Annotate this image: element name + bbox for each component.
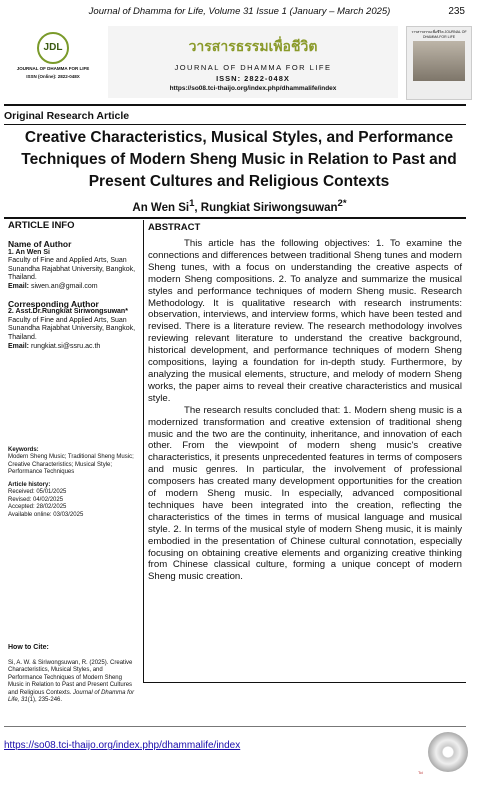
author-1-affil: 1 — [189, 198, 195, 209]
journal-banner — [4, 26, 474, 102]
author-2: Rungkiat Siriwongsuwan — [200, 201, 338, 214]
history-label: Article history: — [8, 482, 51, 488]
keywords: Modern Sheng Music; Traditional Sheng Music; Creative Characteristics; Musical Style; Performance Techniques — [8, 454, 134, 476]
history-available: Available online: 03/03/2025 — [8, 511, 84, 518]
cover-image — [413, 41, 465, 81]
banner-masthead — [108, 26, 398, 98]
logo-line1: JOURNAL OF DHAMMA FOR LIFE — [16, 66, 90, 71]
author-separator: , — [194, 201, 201, 214]
citation-block — [8, 660, 138, 704]
author-line — [0, 198, 479, 214]
abstract-paragraph-1: This article has the following objectives: 1. To examine the connections and differences between traditional Sheng tunes and modern Sheng tunes, with a focus on understanding the creative aspects of modern Sheng compositions. 2. To analyze and summarize the musical styles and performance techniques of modern Sheng music. Research Methodology. It is qualitative research with research instruments: observation, interviews, and interview forms, which have been tested and revised. There is a literature review. The research methodology involves reviewing relevant literature to understand the creative background, historical development, and performance techniques of modern Sheng compositions, laying a foundation for in-depth study. Furthermore, by analyzing the musical elements, structure, and melody of modern Sheng works, the paper aims to reveal their creative characteristics and musical style. — [148, 238, 462, 404]
email-label: Email: — [8, 282, 30, 290]
abstract-body — [148, 238, 462, 583]
author1-name: 1. An Wen Si — [8, 248, 51, 256]
corresponding-author-heading: Corresponding Author — [8, 298, 99, 309]
abstract-paragraph-2: The research results concluded that: 1. Modern sheng music is a modernized transformation and creative extension of traditional sheng music and the two are the continuity, inheritance, and innovation of each other. From the viewpoint of modern sheng music's creative characteristics, it presents unprecedented features in terms of composers and music genres. In particular, the involvement of professional composers has created many development opportunities for the creation of modern Sheng music. In especially, advanced compositional techniques have been integrated into the creation, reflecting the characteristics of the times in terms of musical language and musical style. 2. In terms of the musical style of modern Sheng music, it is mainly embodied in the presentation of Chinese cultural connotation, especially focusing on obtaining creative elements and organizing creative thinking from Chinese classical culture, forming a unique concept of modern Sheng music creation. — [148, 404, 462, 583]
thai-title: วารสารธรรมเพื่อชีวิต — [188, 39, 318, 55]
author2-name: 2. Asst.Dr.Rungkiat Siriwongsuwan* — [8, 308, 128, 316]
author2-email[interactable]: rungkiat.si@ssru.ac.th — [29, 342, 101, 350]
footer-divider — [4, 726, 466, 727]
journal-name: JOURNAL OF DHAMMA FOR LIFE — [174, 63, 332, 72]
author2-affiliation: Faculty of Fine and Applied Arts, Suan Sunandha Rajabhat University, Bangkok, Thailand. — [8, 316, 136, 341]
keywords-block — [8, 447, 138, 477]
citation-journal: Journal of Dhamma for Life, 31 — [8, 689, 135, 704]
title-line-2: Techniques of Modern Sheng Music in Relation to Past and — [21, 151, 457, 168]
author-1: An Wen Si — [132, 201, 190, 214]
name-of-author-heading: Name of Author — [8, 239, 72, 249]
history-accepted: Accepted: 28/02/2025 — [8, 504, 67, 511]
title-line-3: Present Cultures and Religious Contexts — [88, 173, 390, 190]
article-type: Original Research Article — [4, 110, 130, 122]
page-number: 235 — [448, 6, 465, 17]
history-received: Received: 05/01/2025 — [8, 489, 67, 496]
citation-main: Si, A. W. & Siriwongsuwan, R. (2025). Creative Characteristics, Musical Styles, and Performance Techniques of Modern Sheng Music in Relation to Past and Present Cultures and Religious Contexts. — [8, 660, 133, 696]
cover-title: วารสารธรรมเพื่อชีวิต JOURNAL OF DHAMMA FOR LIFE — [411, 30, 467, 39]
tci-badge: Tci — [418, 770, 423, 775]
running-header: Journal of Dhamma for Life, Volume 31 Issue 1 (January – March 2025) — [88, 6, 391, 17]
divider — [4, 217, 466, 219]
abstract-bottom-rule — [143, 682, 466, 683]
divider — [4, 124, 466, 125]
citation-end: (1), 235-246. — [27, 697, 63, 704]
author1-email[interactable]: siwen.an@gmail.com — [29, 282, 98, 290]
journal-logo — [8, 30, 98, 96]
author1-affiliation: Faculty of Fine and Applied Arts, Suan Sunandha Rajabhat University, Bangkok, Thailand. — [8, 257, 136, 282]
banner-url[interactable]: https://so08.tci-thaijo.org/index.php/dhammalife/index — [169, 85, 337, 92]
how-to-cite-heading — [8, 644, 138, 653]
article-history-block — [8, 482, 138, 519]
keywords-label: Keywords: — [8, 447, 39, 453]
jdl-logo-icon: JDL — [37, 32, 69, 64]
article-title — [8, 127, 470, 193]
footer-url-link[interactable]: https://so08.tci-thaijo.org/index.php/dhammalife/index — [4, 740, 241, 751]
issn: ISSN: 2822-048X — [216, 74, 290, 83]
disc-logo-icon — [428, 732, 468, 772]
email-label: Email: — [8, 342, 30, 350]
article-info-heading: ARTICLE INFO — [8, 220, 75, 231]
logo-line2: ISSN (Online): 2822-048X — [26, 73, 80, 79]
abstract-heading: ABSTRACT — [148, 222, 201, 233]
author-2-affil: 2* — [337, 198, 347, 209]
author-info-block — [8, 240, 138, 351]
divider — [4, 104, 466, 106]
journal-cover-thumbnail — [406, 26, 472, 100]
cite-label: How to Cite: — [8, 644, 49, 651]
title-line-1: Creative Characteristics, Musical Styles, and Performance — [24, 129, 454, 146]
column-divider — [143, 220, 144, 682]
history-revised: Revised: 04/02/2025 — [8, 496, 64, 503]
